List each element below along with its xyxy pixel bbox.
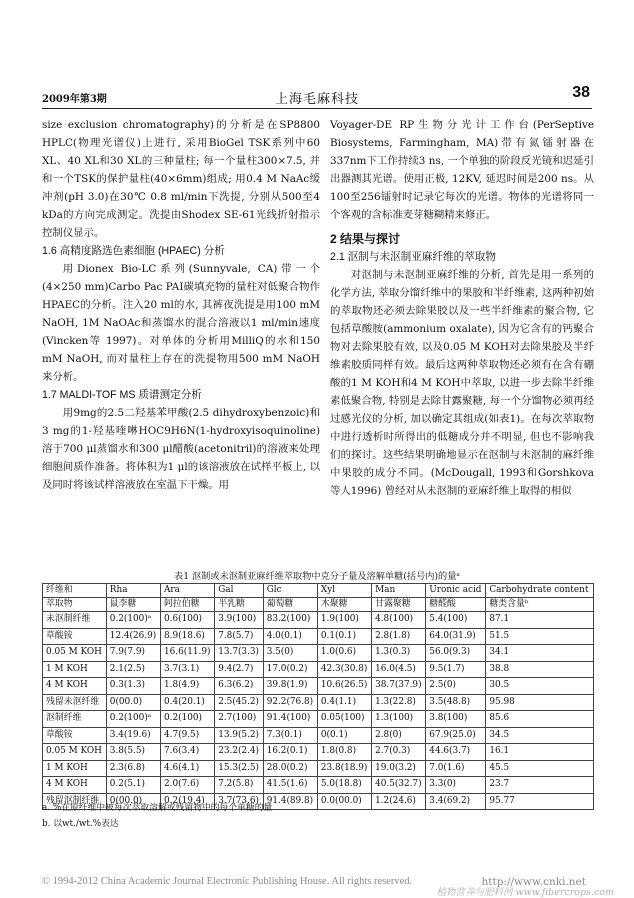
table-cell: 0.2(5.1)	[106, 777, 160, 794]
header-cell: Man	[372, 584, 426, 598]
table-row	[43, 661, 594, 678]
copyright-footer: © 1994-2012 China Academic Journal Electronic Publishing House. All rights reserved.	[42, 876, 413, 887]
table-cell: 0(00.0)	[106, 694, 160, 711]
table-cell: 16.2(0.1)	[263, 744, 317, 761]
table-cell: 草酸铵	[43, 628, 107, 645]
table-cell: 4.6(4.1)	[161, 760, 215, 777]
table-cell: 残留沤制纤维	[43, 793, 107, 810]
table-cell: 0.05 M KOH	[43, 645, 107, 662]
table-cell: 51.5	[486, 628, 594, 645]
table-cell: 未沤制纤维	[43, 612, 107, 629]
table-cell: 1.8(0.8)	[317, 744, 371, 761]
section-1-7-heading: 1.7 MALDI-TOF MS 质谱测定分析	[42, 389, 202, 401]
table-cell: 1.9(100)	[317, 612, 371, 629]
table-cell: 1.3(100)	[372, 711, 426, 728]
header-cell: 葡萄糖	[263, 598, 317, 612]
table-cell: 92.2(76.8)	[263, 694, 317, 711]
header-cell: 甘露聚糖	[372, 598, 426, 612]
table-cell: 2.8(1.8)	[372, 628, 426, 645]
header-cell: Xyl	[317, 584, 371, 598]
table-cell: 0.2(100)ᵃ	[106, 612, 160, 629]
table-cell: 4.8(100)	[372, 612, 426, 629]
table-row	[43, 727, 594, 744]
issue-label: 2009年第3期	[42, 94, 107, 105]
table-header-row	[43, 598, 594, 612]
table-cell: 0(0.1)	[317, 727, 371, 744]
table-row	[43, 777, 594, 794]
table-cell: 10.6(26.5)	[317, 678, 371, 695]
table-cell: 1.3(0.3)	[372, 645, 426, 662]
table-cell: 45.5	[486, 760, 594, 777]
table-cell: 34.5	[486, 727, 594, 744]
left-paragraph-maldi: 用9mg的2.5二羟基苯甲酸(2.5 dihydroxybenzoic)和3 mg的1-羟基喹啉HOC9H6N(1-hydroxyisoquinoline)溶于700 μl蒸馏水和300 μl醋酸(acetonitril)的溶液来处理细胞间质作准备。将体积为1 μl的该溶液放在试样平板上, 以及同时将该试样溶液放在室温下干燥。用	[42, 407, 320, 491]
table-row	[43, 711, 594, 728]
header-cell: Ara	[161, 584, 215, 598]
table-cell: 0.2(100)ᵃ	[106, 711, 160, 728]
table-cell: 2.0(7.6)	[161, 777, 215, 794]
table-cell: 40.5(32.7)	[372, 777, 426, 794]
table-cell: 0.3(1.3)	[106, 678, 160, 695]
table-cell: 2.7(100)	[215, 711, 263, 728]
table-cell: 5.4(100)	[426, 612, 486, 629]
table-cell: 1 M KOH	[43, 760, 107, 777]
table-row	[43, 612, 594, 629]
page-number: 38	[572, 84, 590, 101]
table-cell: 3.3(0)	[426, 777, 486, 794]
table-cell: 3.9(100)	[215, 612, 263, 629]
table-cell: 7.8(5.7)	[215, 628, 263, 645]
table-cell: 0.05(100)	[317, 711, 371, 728]
table-cell: 0.4(20.1)	[161, 694, 215, 711]
table-cell: 2.8(0)	[372, 727, 426, 744]
table-cell: 3.8(100)	[426, 711, 486, 728]
table-cell: 4 M KOH	[43, 678, 107, 695]
table-cell: 23.7	[486, 777, 594, 794]
table-cell: 7.2(5.8)	[215, 777, 263, 794]
journal-title: 上海毛麻科技	[274, 92, 359, 107]
table-cell: 17.0(0.2)	[263, 661, 317, 678]
table-cell: 19.0(3.2)	[372, 760, 426, 777]
table-cell: 12.4(26.9)	[106, 628, 160, 645]
table-row	[43, 694, 594, 711]
table-cell: 42.3(30.8)	[317, 661, 371, 678]
table-cell: 91.4(100)	[263, 711, 317, 728]
table-cell: 0.1(0.1)	[317, 628, 371, 645]
section-2-heading: 2 结果与探讨	[330, 232, 401, 246]
header-cell: 萃取物	[43, 598, 107, 612]
header-cell: 木聚糖	[317, 598, 371, 612]
table-row	[43, 645, 594, 662]
table-cell: 2.7(0.3)	[372, 744, 426, 761]
table-cell: 0.4(1.1)	[317, 694, 371, 711]
table-cell: 44.6(3.7)	[426, 744, 486, 761]
table-cell: 8.9(18.6)	[161, 628, 215, 645]
table-cell: 9.5(1.7)	[426, 661, 486, 678]
table-cell: 3.5(0)	[263, 645, 317, 662]
header-cell: Carbohydrate content	[486, 584, 594, 598]
left-paragraph-hpaec: 用Dionex Bio-LC系列(Sunnyvale, CA)带一个(4×250 mm)Carbo Pac PAI碳填充物的量柱对低聚合物作HPAEC的分析。注入20 ml的水, 其裤夜洗提是用100 mM NaOH, 1M NaOAc和蒸馏水的混合溶液以1 ml/min速度(Vincken等 1997)。对单体的分析用MilliQ的水和150 mM NaOH, 而对量柱上存在的洗提物用500 mM NaOH来分析。	[42, 263, 320, 383]
section-1-6-heading: 1.6 高精度路选色素细胞 (HPAEC) 分析	[42, 245, 225, 257]
composition-table	[42, 583, 594, 810]
table-cell: 15.3(2.5)	[215, 760, 263, 777]
left-paragraph: size exclusion chromatography)的分析是在SP8800 HPLC(物理光谱仪)上进行, 采用BioGel TSK系列中60 XL、40 XL和30 XL的三种量柱; 每一个量柱300×7.5, 并和一个TSK的保护量柱(40×6mm)组成; 用0.4 M NaAc缓冲剂(pH 3.0)在30℃ 0.8 ml/min下洗提, 分别从500至4 kDa的方向完成测定。洗提由Shodex SE-61光线折射指示控制仪显示。	[42, 119, 320, 239]
table-cell: 1.2(24.6)	[372, 793, 426, 810]
table-cell: 7.0(1.6)	[426, 760, 486, 777]
footer-url[interactable]: http://www.cnki.net	[481, 876, 586, 888]
table-cell: 3.5(48.8)	[426, 694, 486, 711]
table-row	[43, 760, 594, 777]
table-cell: 0.6(100)	[161, 612, 215, 629]
table-cell: 13.7(3.3)	[215, 645, 263, 662]
table-cell: 沤制纤维	[43, 711, 107, 728]
table-note-a: a. %在原纤维中被每次萃取溶解或残留物中的每个单糖的量	[42, 803, 273, 813]
table-cell: 4.7(9.5)	[161, 727, 215, 744]
table-cell: 34.1	[486, 645, 594, 662]
table-cell: 草酸铵	[43, 727, 107, 744]
table-cell: 0.2(100)	[161, 711, 215, 728]
table-cell: 2.1(2.5)	[106, 661, 160, 678]
table-cell: 95.98	[486, 694, 594, 711]
header-cell: Uronic acid	[426, 584, 486, 598]
header-cell: 半乳糖	[215, 598, 263, 612]
table-cell: 64.0(31.9)	[426, 628, 486, 645]
right-paragraph-1: Voyager-DE RP生物分光计工作台(PerSeptive Biosystems, Farmingham, MA)带有氮镭射器在337nm下工作持续3 ns, 一个单独的阶段反光镜和迟延引出器测其光谱。使用正极, 12KV, 延迟时间是200 ns。从100至256镭射时记录它每次的光谱。物体的光谱将同一个客观的含标准麦芽糖糊精来修正。	[330, 119, 594, 221]
table-cell: 16.6(11.9)	[161, 645, 215, 662]
table-cell: 5.0(18.8)	[317, 777, 371, 794]
table-cell: 30.5	[486, 678, 594, 695]
table-cell: 39.8(1.9)	[263, 678, 317, 695]
table-cell: 4 M KOH	[43, 777, 107, 794]
table-cell: 56.0(9.3)	[426, 645, 486, 662]
table-cell: 2.5(45.2)	[215, 694, 263, 711]
table-cell: 7.6(3.4)	[161, 744, 215, 761]
section-2-1-heading: 2.1 沤制与未沤制亚麻纤维的萃取物	[330, 251, 496, 263]
table-row	[43, 744, 594, 761]
table-cell: 3.4(19.6)	[106, 727, 160, 744]
table-cell: 2.3(6.8)	[106, 760, 160, 777]
right-column	[330, 116, 594, 500]
table-caption: 表1 沤制或未沤制亚麻纤维萃取物中克分子量及溶解单糖(括号内)的量ᵃ	[174, 571, 460, 582]
table-cell: 23.8(18.9)	[317, 760, 371, 777]
table-cell: 3.4(69.2)	[426, 793, 486, 810]
left-column	[42, 116, 320, 494]
table-cell: 7.3(0.1)	[263, 727, 317, 744]
table-cell: 38.8	[486, 661, 594, 678]
table-row	[43, 628, 594, 645]
table-cell: 1.3(22.8)	[372, 694, 426, 711]
header-cell: 阿拉伯糖	[161, 598, 215, 612]
table-cell: 67.9(25.0)	[426, 727, 486, 744]
table-cell: 0.2(19.4)	[161, 793, 215, 810]
table-cell: 0(00.0)	[106, 793, 160, 810]
table-cell: 0.0(00.0)	[317, 793, 371, 810]
table-cell: 16.1	[486, 744, 594, 761]
table-cell: 残留未沤纤维	[43, 694, 107, 711]
header-cell: 糖醛酸	[426, 598, 486, 612]
table-note-b: b. 以wt./wt.%表达	[42, 819, 119, 829]
table-row	[43, 678, 594, 695]
table-cell: 3.8(5.5)	[106, 744, 160, 761]
table-cell: 7.9(7.9)	[106, 645, 160, 662]
table-cell: 87.1	[486, 612, 594, 629]
header-cell: 鼠李糖	[106, 598, 160, 612]
table-cell: 1 M KOH	[43, 661, 107, 678]
header-cell: 纤维和	[43, 584, 107, 598]
header-rule	[42, 108, 592, 109]
table-cell: 23.2(2.4)	[215, 744, 263, 761]
header-cell: 糖类含量ᵇ	[486, 598, 594, 612]
table-cell: 41.5(1.6)	[263, 777, 317, 794]
table-cell: 16.0(4.5)	[372, 661, 426, 678]
right-paragraph-2: 对沤制与未沤制亚麻纤维的分析, 首先是用一系列的化学方法, 萃取分馏纤维中的果胶和半纤维素, 这两种初始的萃取物还必须去除果胶以及一些半纤维素的聚合物, 它包括草酸胺(ammonium oxalate), 因为它含有的钙聚合物对去除果胶有效, 以及0.05 M KOH对去除果胶及半纤维素胶质同样有效。最后这两种萃取物还必须有在含有硼酸的1 M KOH和4 M KOH中萃取, 以进一步去除半纤维素低聚合物, 特别是去除甘露聚糖, 每一个分馏物必须再经过感光仪的分析, 加以确定其组成(如表1)。在每次萃取物中进行透析时所得出的低糖成分并不明显, 但也不影响我们的探讨。这些结果明确地显示在沤制与未沤制的麻纤维中果胶的成分不同。(McDougall, 1993和Gorshkova等人1996) 曾经对从未沤制的亚麻纤维上取得的相似	[330, 269, 594, 497]
table-cell: 4.0(0.1)	[263, 628, 317, 645]
header-cell: Gal	[215, 584, 263, 598]
table-cell: 38.7(37.9)	[372, 678, 426, 695]
table-cell: 0.05 M KOH	[43, 744, 107, 761]
watermark: 植物营养与肥料网 www.fibercrops.com	[436, 887, 614, 898]
table-cell: 13.9(5.2)	[215, 727, 263, 744]
table-cell: 9.4(2.7)	[215, 661, 263, 678]
table-cell: 6.3(6.2)	[215, 678, 263, 695]
table-cell: 3.7(73.6)	[215, 793, 263, 810]
table-header-row	[43, 584, 594, 598]
table-cell: 85.6	[486, 711, 594, 728]
table-cell: 2.5(0)	[426, 678, 486, 695]
table-cell: 1.0(0.6)	[317, 645, 371, 662]
header-cell: Glc	[263, 584, 317, 598]
table-cell: 83.2(100)	[263, 612, 317, 629]
table-cell: 1.8(4.9)	[161, 678, 215, 695]
header-cell: Rha	[106, 584, 160, 598]
table-cell: 28.0(0.2)	[263, 760, 317, 777]
table-cell: 3.7(3.1)	[161, 661, 215, 678]
table-cell: 95.77	[486, 793, 594, 810]
table-cell: 91.4(89.8)	[263, 793, 317, 810]
